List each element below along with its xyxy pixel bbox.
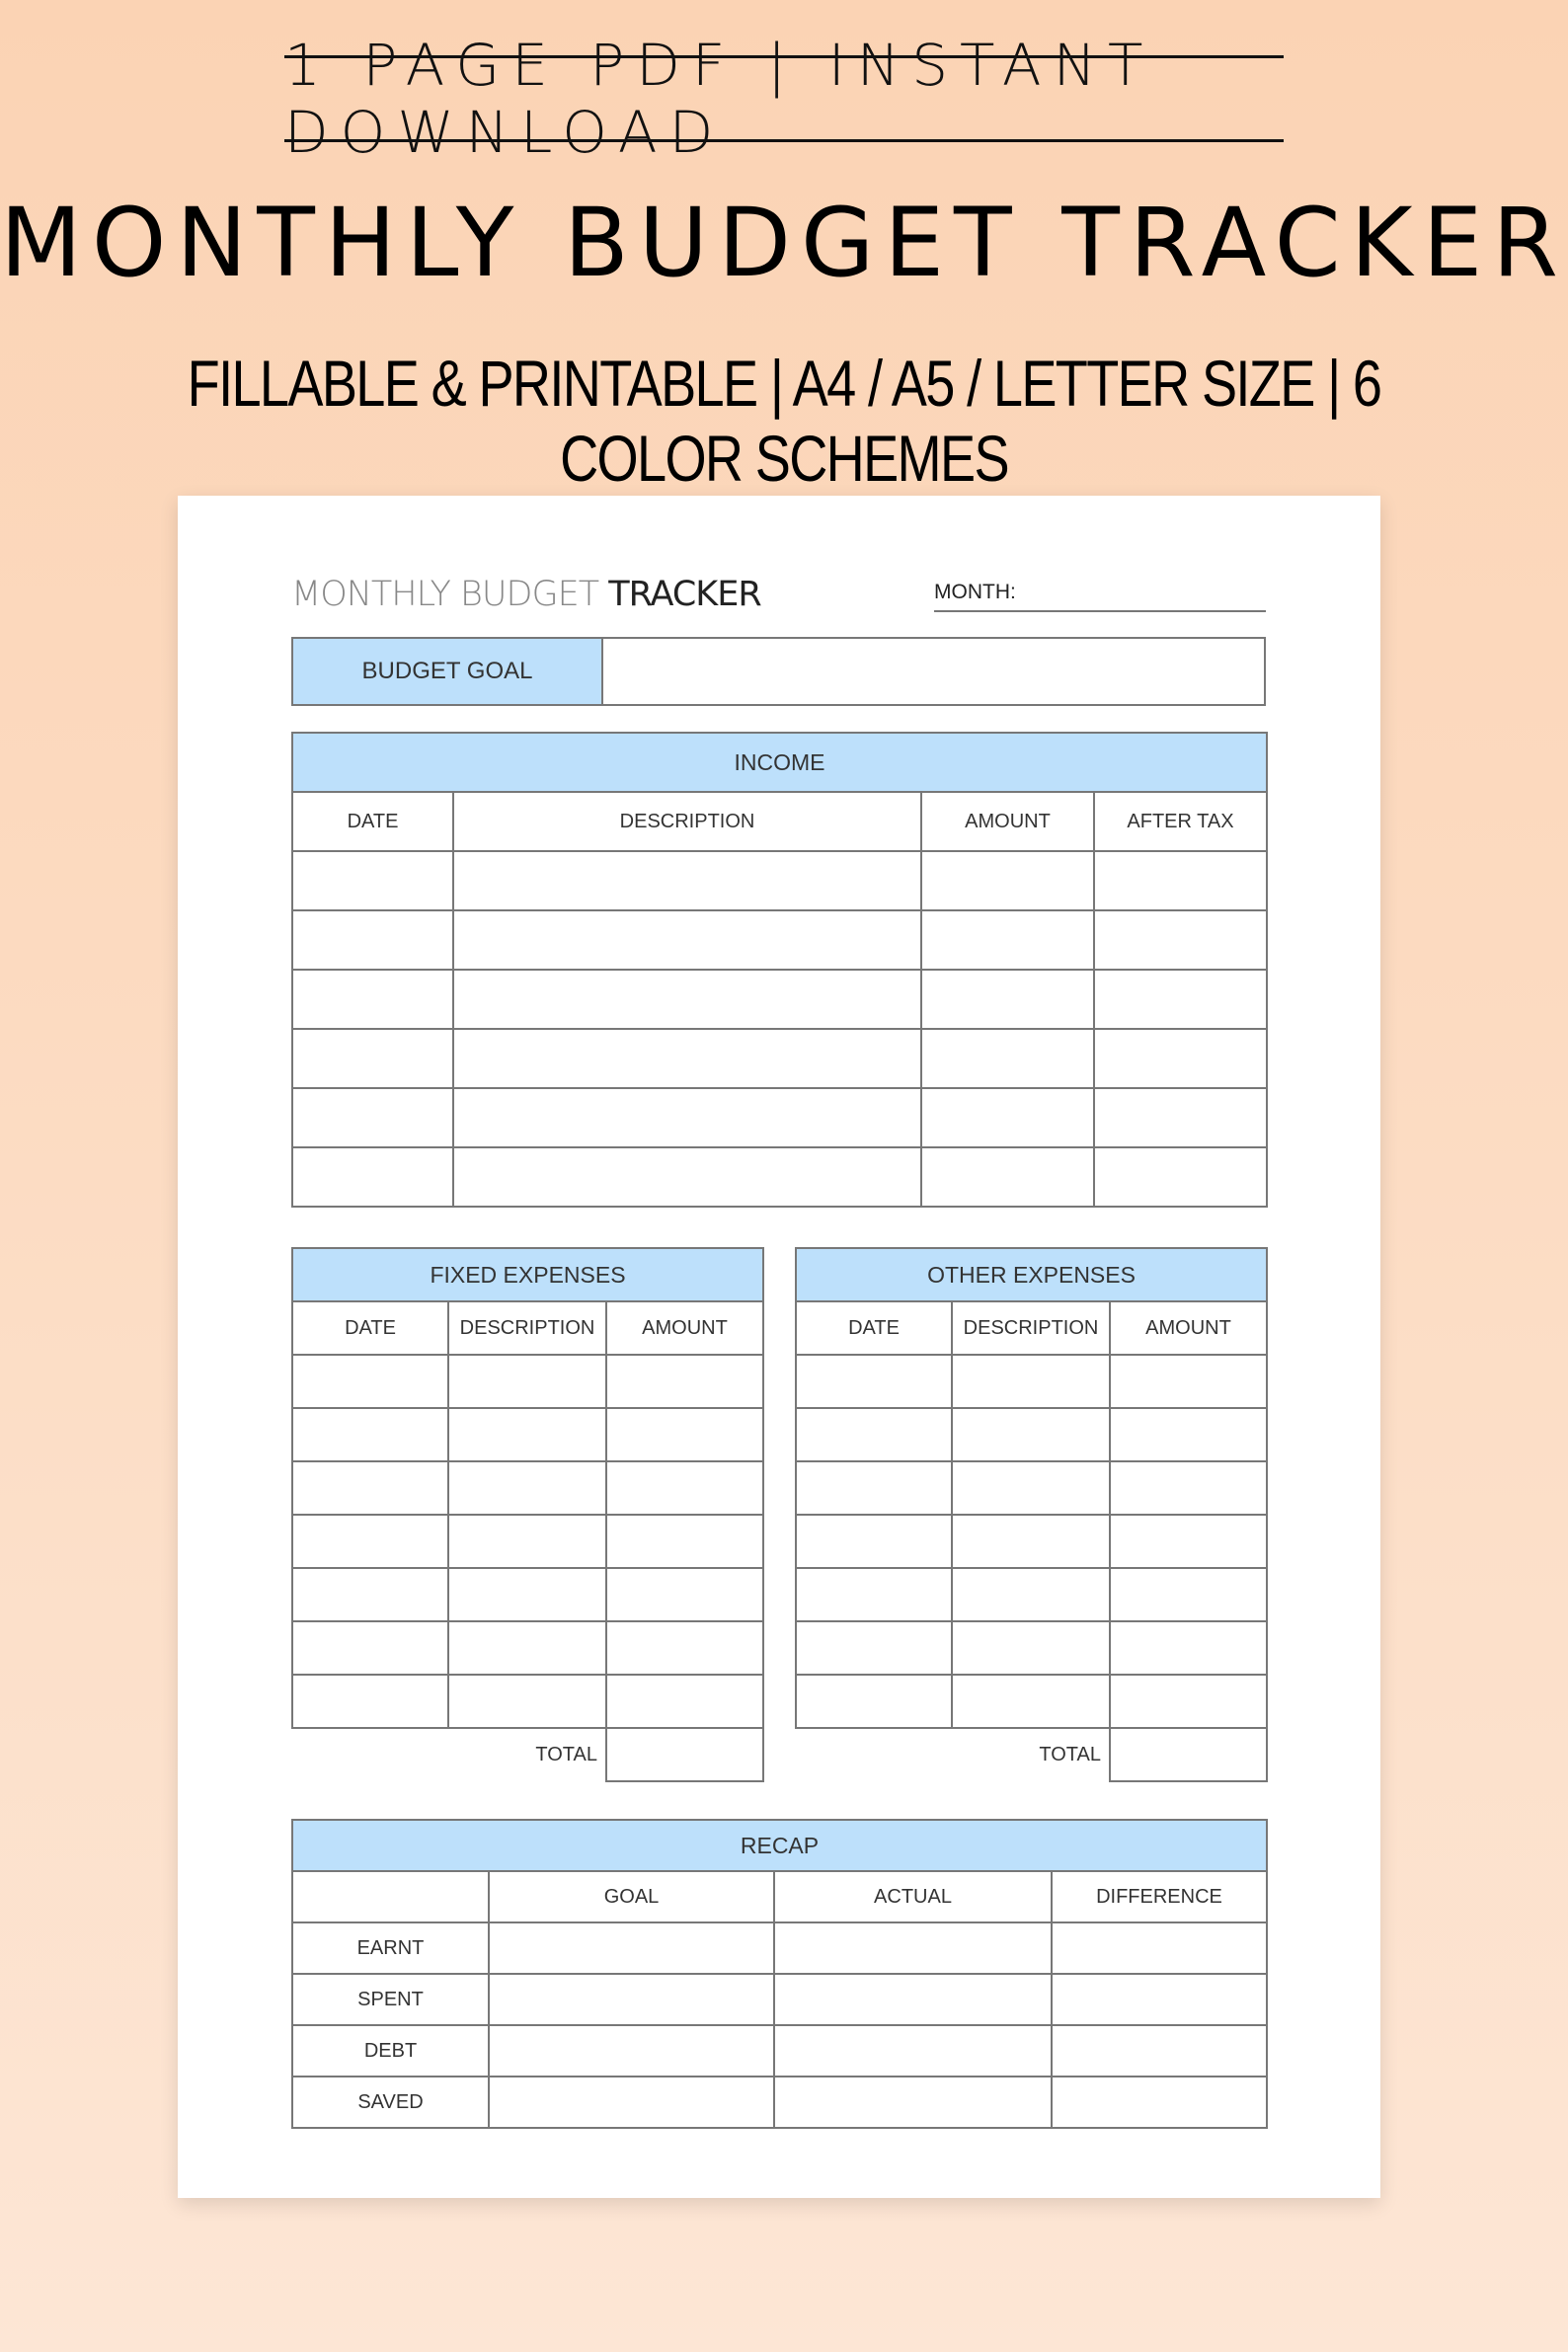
income-cell[interactable] xyxy=(292,1088,453,1147)
table-row xyxy=(292,910,1267,970)
recap-cell[interactable] xyxy=(1052,1922,1267,1974)
other-cell[interactable] xyxy=(1110,1355,1267,1408)
recap-cell[interactable] xyxy=(489,1974,774,2025)
fixed-total-label: TOTAL xyxy=(535,1744,597,1765)
sheet-title-bold: TRACKER xyxy=(608,575,761,614)
table-row xyxy=(292,1568,763,1621)
income-cell[interactable] xyxy=(1094,970,1267,1029)
recap-cell[interactable] xyxy=(489,1922,774,1974)
fixed-cell[interactable] xyxy=(448,1355,606,1408)
fixed-cell[interactable] xyxy=(448,1515,606,1568)
recap-cell[interactable] xyxy=(489,2025,774,2077)
table-row xyxy=(292,2025,1267,2077)
table-row xyxy=(796,1621,1267,1675)
table-row xyxy=(292,851,1267,910)
recap-col-blank xyxy=(292,1871,489,1922)
table-row xyxy=(292,1029,1267,1088)
fixed-cell[interactable] xyxy=(606,1675,763,1728)
fixed-cell[interactable] xyxy=(292,1355,448,1408)
fixed-total-input[interactable] xyxy=(606,1728,763,1781)
budget-sheet xyxy=(178,496,1380,2198)
other-cell[interactable] xyxy=(952,1675,1110,1728)
table-row xyxy=(292,1408,763,1461)
budget-goal-input[interactable] xyxy=(603,639,1264,704)
fixed-cell[interactable] xyxy=(448,1675,606,1728)
recap-heading: RECAP xyxy=(292,1820,1267,1871)
other-total-input[interactable] xyxy=(1110,1728,1267,1781)
recap-table xyxy=(291,1819,1268,2129)
top-banner: 1 PAGE PDF | INSTANT DOWNLOAD xyxy=(284,55,1284,142)
fixed-cell[interactable] xyxy=(292,1515,448,1568)
table-row xyxy=(292,970,1267,1029)
other-cell[interactable] xyxy=(796,1675,952,1728)
table-row xyxy=(796,1568,1267,1621)
income-cell[interactable] xyxy=(921,851,1094,910)
income-cell[interactable] xyxy=(453,1088,921,1147)
fixed-cell[interactable] xyxy=(606,1621,763,1675)
income-cell[interactable] xyxy=(292,851,453,910)
budget-goal-label: BUDGET GOAL xyxy=(293,639,603,704)
income-cell[interactable] xyxy=(921,1029,1094,1088)
fixed-expenses-heading: FIXED EXPENSES xyxy=(292,1248,763,1301)
budget-goal-row xyxy=(291,637,1266,706)
fixed-cell[interactable] xyxy=(292,1408,448,1461)
other-cell[interactable] xyxy=(952,1408,1110,1461)
income-cell[interactable] xyxy=(921,1147,1094,1207)
recap-col-difference: DIFFERENCE xyxy=(1052,1871,1267,1922)
other-cell[interactable] xyxy=(952,1355,1110,1408)
table-row xyxy=(796,1355,1267,1408)
table-row xyxy=(292,1515,763,1568)
table-row xyxy=(292,1355,763,1408)
other-cell[interactable] xyxy=(952,1515,1110,1568)
recap-cell[interactable] xyxy=(1052,1974,1267,2025)
income-cell[interactable] xyxy=(1094,1088,1267,1147)
sheet-title-light: MONTHLY BUDGET xyxy=(291,575,609,614)
table-row xyxy=(796,1461,1267,1515)
fixed-cell[interactable] xyxy=(448,1568,606,1621)
income-col-after-tax: AFTER TAX xyxy=(1094,792,1267,851)
fixed-cell[interactable] xyxy=(606,1408,763,1461)
sheet-title xyxy=(291,575,761,614)
recap-cell[interactable] xyxy=(1052,2077,1267,2128)
recap-row-label: EARNT xyxy=(292,1922,489,1974)
recap-row-label: SAVED xyxy=(292,2077,489,2128)
table-row xyxy=(292,1675,763,1728)
recap-cell[interactable] xyxy=(774,1974,1052,2025)
fixed-cell[interactable] xyxy=(448,1408,606,1461)
fixed-cell[interactable] xyxy=(606,1461,763,1515)
fixed-cell[interactable] xyxy=(448,1461,606,1515)
recap-row-label: SPENT xyxy=(292,1974,489,2025)
table-row xyxy=(292,1461,763,1515)
recap-cell[interactable] xyxy=(774,2025,1052,2077)
fixed-col-amount: AMOUNT xyxy=(606,1301,763,1355)
income-cell[interactable] xyxy=(921,910,1094,970)
table-row xyxy=(796,1408,1267,1461)
income-cell[interactable] xyxy=(1094,1029,1267,1088)
other-cell[interactable] xyxy=(952,1568,1110,1621)
income-col-date: DATE xyxy=(292,792,453,851)
income-cell[interactable] xyxy=(1094,851,1267,910)
fixed-expenses-table xyxy=(291,1247,764,1782)
income-cell[interactable] xyxy=(453,1147,921,1207)
other-cell[interactable] xyxy=(796,1461,952,1515)
income-cell[interactable] xyxy=(453,851,921,910)
subtitle: FILLABLE & PRINTABLE | A4 / A5 / LETTER SIZE | 6 COLOR SCHEMES xyxy=(187,347,1381,495)
other-cell[interactable] xyxy=(1110,1675,1267,1728)
table-row xyxy=(796,1675,1267,1728)
income-col-description: DESCRIPTION xyxy=(453,792,921,851)
other-col-date: DATE xyxy=(796,1301,952,1355)
fixed-col-description: DESCRIPTION xyxy=(448,1301,606,1355)
other-cell[interactable] xyxy=(1110,1515,1267,1568)
fixed-cell[interactable] xyxy=(606,1568,763,1621)
other-col-amount: AMOUNT xyxy=(1110,1301,1267,1355)
income-cell[interactable] xyxy=(292,910,453,970)
income-cell[interactable] xyxy=(453,970,921,1029)
income-cell[interactable] xyxy=(453,910,921,970)
other-expenses-heading: OTHER EXPENSES xyxy=(796,1248,1267,1301)
other-cell[interactable] xyxy=(1110,1408,1267,1461)
recap-cell[interactable] xyxy=(774,1922,1052,1974)
other-cell[interactable] xyxy=(952,1621,1110,1675)
recap-cell[interactable] xyxy=(774,2077,1052,2128)
fixed-cell[interactable] xyxy=(292,1675,448,1728)
other-cell[interactable] xyxy=(796,1621,952,1675)
income-cell[interactable] xyxy=(1094,1147,1267,1207)
other-total-label: TOTAL xyxy=(1039,1744,1101,1765)
other-cell[interactable] xyxy=(796,1408,952,1461)
table-row xyxy=(796,1515,1267,1568)
other-cell[interactable] xyxy=(796,1355,952,1408)
table-row xyxy=(292,1922,1267,1974)
recap-row-label: DEBT xyxy=(292,2025,489,2077)
fixed-cell[interactable] xyxy=(606,1355,763,1408)
fixed-col-date: DATE xyxy=(292,1301,448,1355)
main-title: MONTHLY BUDGET TRACKER xyxy=(0,188,1568,298)
recap-col-actual: ACTUAL xyxy=(774,1871,1052,1922)
table-row xyxy=(292,1147,1267,1207)
other-cell[interactable] xyxy=(796,1568,952,1621)
fixed-cell[interactable] xyxy=(292,1621,448,1675)
income-cell[interactable] xyxy=(921,970,1094,1029)
income-cell[interactable] xyxy=(1094,910,1267,970)
income-cell[interactable] xyxy=(292,1029,453,1088)
fixed-cell[interactable] xyxy=(606,1515,763,1568)
fixed-cell[interactable] xyxy=(292,1568,448,1621)
other-expenses-table xyxy=(795,1247,1268,1782)
fixed-cell[interactable] xyxy=(448,1621,606,1675)
other-cell[interactable] xyxy=(1110,1461,1267,1515)
table-row xyxy=(292,2077,1267,2128)
other-cell[interactable] xyxy=(1110,1568,1267,1621)
income-heading: INCOME xyxy=(292,733,1267,792)
recap-cell[interactable] xyxy=(489,2077,774,2128)
other-cell[interactable] xyxy=(1110,1621,1267,1675)
fixed-cell[interactable] xyxy=(292,1461,448,1515)
table-row xyxy=(292,1621,763,1675)
month-field[interactable]: MONTH: xyxy=(934,581,1266,612)
table-row xyxy=(292,1088,1267,1147)
recap-col-goal: GOAL xyxy=(489,1871,774,1922)
table-row xyxy=(292,1974,1267,2025)
other-col-description: DESCRIPTION xyxy=(952,1301,1110,1355)
recap-cell[interactable] xyxy=(1052,2025,1267,2077)
income-cell[interactable] xyxy=(921,1088,1094,1147)
other-cell[interactable] xyxy=(796,1515,952,1568)
income-col-amount: AMOUNT xyxy=(921,792,1094,851)
other-cell[interactable] xyxy=(952,1461,1110,1515)
income-cell[interactable] xyxy=(292,1147,453,1207)
income-table xyxy=(291,732,1268,1208)
income-cell[interactable] xyxy=(292,970,453,1029)
income-cell[interactable] xyxy=(453,1029,921,1088)
